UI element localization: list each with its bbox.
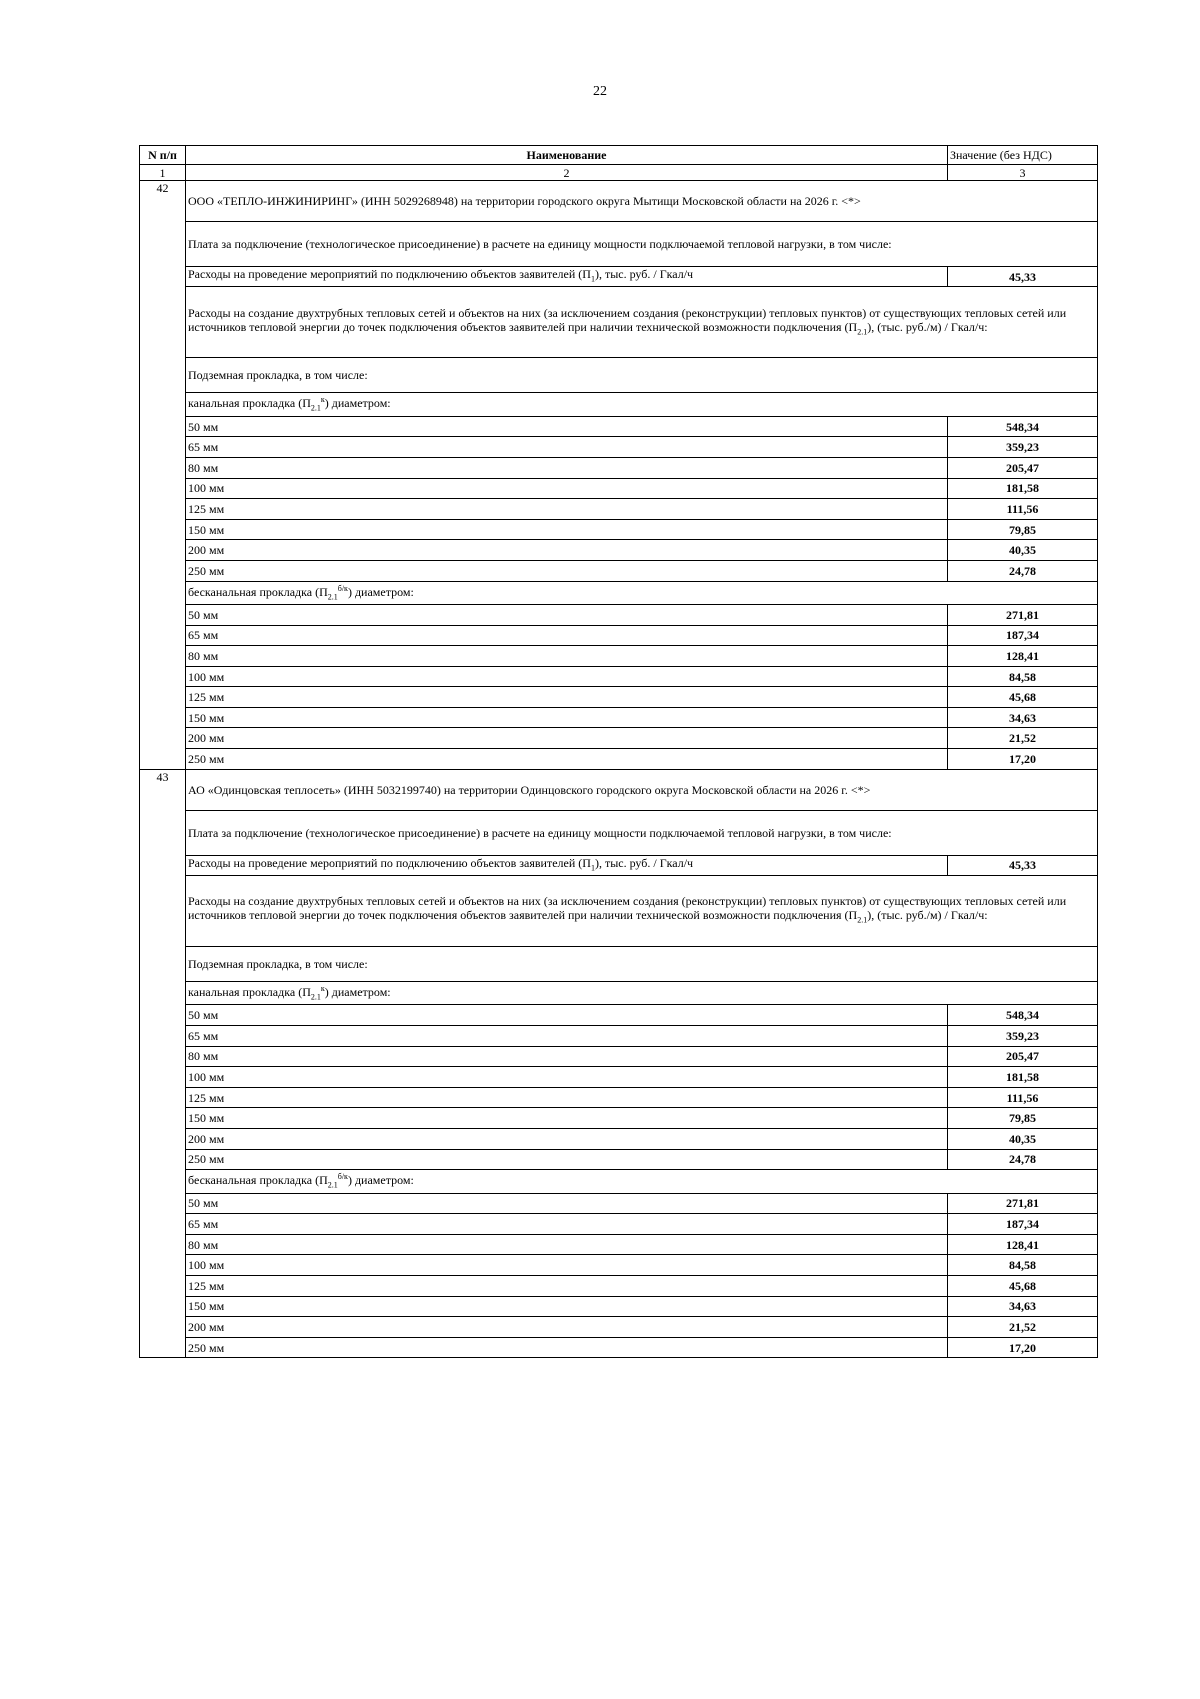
channel-diameter-row (140, 1149, 1098, 1170)
nochannel-label-tail: ) диаметром: (347, 584, 414, 599)
measures-label-tail: ), тыс. руб. / Гкал/ч (594, 267, 694, 281)
nochannel-diameter: 150 мм (186, 1296, 948, 1317)
nochannel-diameter-row (140, 749, 1098, 770)
nochannel-value: 45,68 (948, 1275, 1098, 1296)
index-cell-3: 3 (948, 165, 1098, 181)
nochannel-value: 84,58 (948, 1255, 1098, 1276)
section-company-row (140, 181, 1098, 222)
channel-diameter-row (140, 499, 1098, 520)
channel-diameter-row (140, 1026, 1098, 1047)
company-name: АО «Одинцовская теплосеть» (ИНН 5032199740) на территории Одинцовского городского округа Московской области на 2026 г. <*> (186, 769, 1098, 810)
section-company-row (140, 769, 1098, 810)
networks-text (186, 876, 1098, 947)
nochannel-diameter: 125 мм (186, 1275, 948, 1296)
channel-label-row (140, 393, 1098, 416)
networks-text-tail: ), (тыс. руб./м) / Гкал/ч: (867, 908, 988, 923)
index-cell-1: 1 (140, 165, 186, 181)
section-number: 43 (140, 769, 186, 1358)
channel-diameter-row (140, 457, 1098, 478)
channel-diameter-row (140, 478, 1098, 499)
nochannel-diameter-row (140, 1255, 1098, 1276)
channel-label-row (140, 982, 1098, 1005)
table-header-row (140, 146, 1098, 165)
channel-label-text: канальная прокладка (П (188, 396, 311, 411)
measures-value: 45,33 (948, 267, 1098, 287)
channel-diameter: 80 мм (186, 1046, 948, 1067)
channel-label-tail: ) диаметром: (324, 985, 391, 1000)
nochannel-label-row (140, 1170, 1098, 1193)
measures-row (140, 855, 1098, 875)
nochannel-diameter: 250 мм (186, 749, 948, 770)
channel-diameter: 150 мм (186, 519, 948, 540)
measures-label-text: Расходы на проведение мероприятий по подключению объектов заявителей (П (188, 855, 591, 870)
channel-sub: 2.1 (310, 403, 321, 413)
channel-value: 181,58 (948, 478, 1098, 499)
header-col-num: N п/п (140, 146, 186, 165)
header-col-value: Значение (без НДС) (948, 146, 1098, 165)
nochannel-diameter: 150 мм (186, 707, 948, 728)
channel-value: 40,35 (948, 1129, 1098, 1150)
nochannel-sub: 2.1 (327, 591, 338, 601)
channel-value: 205,47 (948, 457, 1098, 478)
nochannel-value: 271,81 (948, 604, 1098, 625)
channel-diameter: 250 мм (186, 560, 948, 581)
channel-value: 40,35 (948, 540, 1098, 561)
nochannel-value: 271,81 (948, 1193, 1098, 1214)
channel-diameter-row (140, 560, 1098, 581)
nochannel-value: 84,58 (948, 666, 1098, 687)
nochannel-diameter: 65 мм (186, 1214, 948, 1235)
page-number: 22 (593, 84, 607, 99)
nochannel-value: 187,34 (948, 625, 1098, 646)
nochannel-value: 128,41 (948, 1234, 1098, 1255)
nochannel-value: 34,63 (948, 1296, 1098, 1317)
nochannel-diameter: 100 мм (186, 1255, 948, 1276)
channel-diameter-row (140, 1046, 1098, 1067)
channel-label-text: канальная прокладка (П (188, 985, 311, 1000)
nochannel-diameter: 80 мм (186, 1234, 948, 1255)
nochannel-diameter-row (140, 604, 1098, 625)
nochannel-diameter-row (140, 1193, 1098, 1214)
channel-diameter-row (140, 1087, 1098, 1108)
nochannel-sub: 2.1 (327, 1180, 338, 1190)
header-col-name: Наименование (186, 146, 948, 165)
underground-row (140, 947, 1098, 982)
nochannel-sup: б/к (337, 1172, 348, 1182)
nochannel-value: 17,20 (948, 1337, 1098, 1358)
channel-sup: к (320, 395, 325, 405)
nochannel-diameter-row (140, 1317, 1098, 1338)
nochannel-value: 21,52 (948, 1317, 1098, 1338)
nochannel-diameter-row (140, 728, 1098, 749)
measures-label-text: Расходы на проведение мероприятий по подключению объектов заявителей (П (188, 267, 591, 281)
nochannel-diameter-row (140, 687, 1098, 708)
fee-title-row (140, 222, 1098, 267)
measures-sub: 1 (590, 274, 595, 284)
channel-diameter: 250 мм (186, 1149, 948, 1170)
tariff-table-body (140, 146, 1098, 1358)
channel-diameter: 200 мм (186, 1129, 948, 1150)
nochannel-diameter-row (140, 1234, 1098, 1255)
nochannel-sup: б/к (337, 583, 348, 593)
underground-label: Подземная прокладка, в том числе: (186, 358, 1098, 393)
nochannel-diameter: 80 мм (186, 646, 948, 667)
nochannel-diameter-row (140, 1214, 1098, 1235)
tariff-table (139, 145, 1098, 1358)
nochannel-diameter: 65 мм (186, 625, 948, 646)
channel-diameter: 65 мм (186, 437, 948, 458)
nochannel-label-tail: ) диаметром: (347, 1173, 414, 1188)
networks-row (140, 876, 1098, 947)
channel-diameter: 50 мм (186, 416, 948, 437)
nochannel-diameter-row (140, 666, 1098, 687)
table-index-row (140, 165, 1098, 181)
nochannel-diameter-row (140, 646, 1098, 667)
networks-text-main: Расходы на создание двухтрубных тепловых сетей и объектов на них (за исключением создания (реконструкции) тепловых пунктов) от существующих тепловых сетей или источников тепловой энергии до точек подключения объектов заявителей при наличии технической возможности подключения (П (188, 894, 1067, 923)
channel-diameter-row (140, 416, 1098, 437)
company-name: ООО «ТЕПЛО-ИНЖИНИРИНГ» (ИНН 5029268948) на территории городского округа Мытищи Московской области на 2026 г. <*> (186, 181, 1098, 222)
channel-value: 359,23 (948, 437, 1098, 458)
channel-diameter-row (140, 1129, 1098, 1150)
channel-diameter: 65 мм (186, 1026, 948, 1047)
channel-diameter-row (140, 1005, 1098, 1026)
nochannel-diameter-row (140, 1275, 1098, 1296)
channel-sup: к (320, 984, 325, 994)
channel-value: 205,47 (948, 1046, 1098, 1067)
measures-value: 45,33 (948, 855, 1098, 875)
nochannel-label-row (140, 581, 1098, 604)
channel-diameter: 100 мм (186, 478, 948, 499)
channel-diameter: 200 мм (186, 540, 948, 561)
networks-text (186, 287, 1098, 358)
nochannel-diameter: 200 мм (186, 728, 948, 749)
nochannel-value: 45,68 (948, 687, 1098, 708)
channel-value: 79,85 (948, 1108, 1098, 1129)
channel-diameter-row (140, 540, 1098, 561)
channel-value: 548,34 (948, 1005, 1098, 1026)
channel-diameter: 150 мм (186, 1108, 948, 1129)
nochannel-value: 34,63 (948, 707, 1098, 728)
channel-diameter-row (140, 1108, 1098, 1129)
channel-diameter-row (140, 1067, 1098, 1088)
nochannel-diameter-row (140, 707, 1098, 728)
channel-diameter: 125 мм (186, 1087, 948, 1108)
nochannel-diameter: 50 мм (186, 604, 948, 625)
channel-diameter-row (140, 437, 1098, 458)
channel-value: 24,78 (948, 560, 1098, 581)
fee-title: Плата за подключение (технологическое присоединение) в расчете на единицу мощности подключаемой тепловой нагрузки, в том числе: (186, 222, 1098, 267)
channel-diameter: 80 мм (186, 457, 948, 478)
nochannel-diameter: 200 мм (186, 1317, 948, 1338)
channel-label (186, 982, 1098, 1005)
nochannel-diameter: 50 мм (186, 1193, 948, 1214)
nochannel-value: 17,20 (948, 749, 1098, 770)
nochannel-value: 128,41 (948, 646, 1098, 667)
channel-value: 111,56 (948, 1087, 1098, 1108)
nochannel-diameter: 250 мм (186, 1337, 948, 1358)
nochannel-diameter-row (140, 1296, 1098, 1317)
channel-value: 548,34 (948, 416, 1098, 437)
nochannel-value: 21,52 (948, 728, 1098, 749)
channel-diameter: 50 мм (186, 1005, 948, 1026)
measures-label-tail: ), тыс. руб. / Гкал/ч (594, 855, 694, 870)
nochannel-label (186, 581, 1098, 604)
networks-row (140, 287, 1098, 358)
nochannel-diameter: 100 мм (186, 666, 948, 687)
underground-label: Подземная прокладка, в том числе: (186, 947, 1098, 982)
networks-sub: 2.1 (857, 327, 868, 337)
channel-value: 181,58 (948, 1067, 1098, 1088)
nochannel-label (186, 1170, 1098, 1193)
nochannel-diameter-row (140, 625, 1098, 646)
nochannel-label-text: бесканальная прокладка (П (188, 1173, 328, 1188)
channel-label-tail: ) диаметром: (324, 396, 391, 411)
channel-value: 24,78 (948, 1149, 1098, 1170)
fee-title-row (140, 810, 1098, 855)
measures-sub: 1 (590, 863, 595, 873)
fee-title: Плата за подключение (технологическое присоединение) в расчете на единицу мощности подключаемой тепловой нагрузки, в том числе: (186, 810, 1098, 855)
channel-sub: 2.1 (310, 992, 321, 1002)
measures-label (186, 855, 948, 875)
networks-sub: 2.1 (857, 915, 868, 925)
channel-diameter-row (140, 519, 1098, 540)
section-number: 42 (140, 181, 186, 770)
channel-label (186, 393, 1098, 416)
measures-row (140, 267, 1098, 287)
nochannel-diameter-row (140, 1337, 1098, 1358)
underground-row (140, 358, 1098, 393)
channel-value: 111,56 (948, 499, 1098, 520)
measures-label (186, 267, 948, 287)
nochannel-label-text: бесканальная прокладка (П (188, 584, 328, 599)
channel-diameter: 100 мм (186, 1067, 948, 1088)
nochannel-value: 187,34 (948, 1214, 1098, 1235)
nochannel-diameter: 125 мм (186, 687, 948, 708)
channel-value: 79,85 (948, 519, 1098, 540)
channel-value: 359,23 (948, 1026, 1098, 1047)
index-cell-2: 2 (186, 165, 948, 181)
networks-text-main: Расходы на создание двухтрубных тепловых сетей и объектов на них (за исключением создания (реконструкции) тепловых пунктов) от существующих тепловых сетей или источников тепловой энергии до точек подключения объектов заявителей при наличии технической возможности подключения (П (188, 305, 1067, 334)
channel-diameter: 125 мм (186, 499, 948, 520)
networks-text-tail: ), (тыс. руб./м) / Гкал/ч: (867, 319, 988, 334)
